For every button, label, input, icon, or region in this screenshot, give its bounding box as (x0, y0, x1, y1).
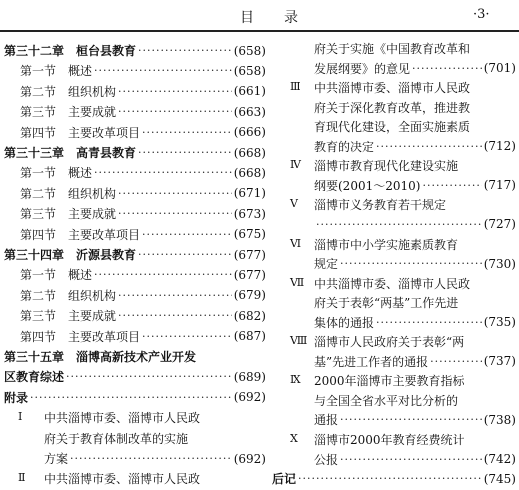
appendix-roman-numeral: Ⅶ (290, 275, 305, 289)
toc-entry-title: 府关于教育体制改革的实施 (44, 431, 189, 446)
toc-entry (44, 428, 266, 449)
header-page-number: ·3· (473, 7, 490, 22)
toc-entry-title: 第三节 主要成就 (20, 309, 117, 324)
toc-entry-title: 第一节 概述 (20, 64, 93, 79)
appendix-roman-numeral: Ⅰ (18, 410, 23, 424)
toc-entry (314, 58, 516, 79)
toc-entry (20, 305, 266, 326)
appendix-roman-numeral: Ⅵ (290, 236, 302, 250)
toc-entry (272, 468, 516, 489)
toc-entry-title: 集体的通报 (314, 315, 375, 330)
toc-entry (314, 194, 516, 215)
toc-entry (4, 346, 266, 367)
toc-page-number: (668) (233, 165, 266, 180)
toc-entry (314, 38, 516, 59)
toc-page-number: (712) (483, 139, 516, 154)
toc-entry-title: 第四节 主要改革项目 (20, 227, 141, 242)
toc-entry (314, 175, 516, 196)
toc-entry-title: 附录 (4, 390, 29, 405)
toc-leader-dots (94, 65, 232, 76)
toc-entry-title: 后记 (272, 472, 297, 487)
toc-entry-title: 第三十四章 沂源县教育 (4, 248, 137, 262)
toc-entry (20, 224, 266, 245)
toc-leader-dots (340, 258, 482, 269)
toc-entry-title: 2000年淄博市主要教育指标 (314, 374, 465, 389)
toc-leader-dots (142, 229, 232, 240)
toc-page-number: (692) (233, 390, 266, 405)
toc-leader-dots (118, 86, 232, 97)
appendix-roman-numeral: Ⅸ (290, 373, 301, 387)
toc-entry-title: 基”先进工作者的通报 (314, 354, 429, 369)
toc-entry-title: 第四节 主要改革项目 (20, 329, 141, 344)
toc-page-number: (689) (233, 369, 266, 384)
toc-entry (4, 40, 266, 61)
toc-entry-title: 方案 (44, 452, 69, 466)
toc-entry-title: 第一节 概述 (20, 268, 93, 283)
toc-entry-title: 育现代化建设，全面实施素质 (314, 120, 471, 135)
toc-entry-title: 第三节 主要成就 (20, 207, 117, 222)
toc-entry-title: 中共淄博市委、淄博市人民政 (44, 411, 201, 426)
toc-leader-dots (118, 188, 232, 199)
toc-leader-dots (376, 317, 482, 328)
toc-page-number: (668) (233, 145, 266, 160)
toc-entry (314, 351, 516, 372)
toc-entry (314, 449, 516, 470)
toc-entry-title: 规定 (314, 257, 339, 272)
toc-page-number: (730) (483, 256, 516, 271)
toc-page-number: (687) (233, 329, 266, 344)
toc-entry-title: 中共淄博市委、淄博市人民政 (314, 276, 471, 291)
toc-leader-dots (70, 453, 232, 464)
toc-leader-dots (142, 331, 232, 342)
toc-entry-title: 第四节 主要改革项目 (20, 125, 141, 140)
toc-page-number: (701) (483, 61, 516, 76)
toc-leader-dots (118, 106, 232, 117)
toc-entry (20, 183, 266, 204)
toc-leader-dots (422, 180, 481, 191)
toc-entry-title: 第三十五章 淄博高新技术产业开发 (4, 350, 197, 364)
toc-entry-title: 府关于表彰“两基”工作先进 (314, 296, 459, 311)
toc-leader-dots (376, 141, 482, 152)
toc-page-number: (679) (233, 288, 266, 303)
toc-entry-title: 淄博市2000年教育经费统计 (314, 433, 465, 447)
toc-page-number: (735) (483, 315, 516, 330)
toc-entry-title: 第一节 概述 (20, 166, 93, 181)
toc-page-number: (673) (233, 206, 266, 221)
toc-page-number: (666) (233, 125, 266, 140)
toc-entry (314, 390, 516, 411)
toc-entry (20, 60, 266, 81)
toc-entry-title: 第三十三章 高青县教育 (4, 146, 137, 160)
toc-entry-title: 第二节 组织机构 (20, 288, 117, 303)
toc-entry-title: 淄博市义务教育若干规定 (314, 198, 447, 213)
toc-entry-title: 中共淄博市委、淄博市人民政 (314, 81, 471, 96)
toc-page-number: (738) (483, 412, 516, 427)
toc-page-number: (671) (233, 186, 266, 201)
toc-page-number: (677) (233, 247, 266, 262)
toc-entry-title: 教育的决定 (314, 139, 375, 154)
toc-entry (20, 285, 266, 306)
header-title: 目录 (240, 10, 328, 26)
toc-entry (20, 162, 266, 183)
toc-page-number: (682) (233, 308, 266, 323)
toc-entry-title: 第二节 组织机构 (20, 186, 117, 201)
appendix-roman-numeral: Ⅹ (290, 432, 298, 445)
toc-entry-title: 第二节 组织机构 (20, 84, 117, 99)
toc-page-number: (658) (233, 63, 266, 78)
toc-entry (314, 77, 516, 98)
toc-entry (314, 136, 516, 157)
toc-entry (314, 155, 516, 176)
toc-entry (314, 370, 516, 391)
toc-entry (314, 97, 516, 118)
toc-entry-title: 淄博市中小学实施素质教育 (314, 237, 459, 252)
appendix-roman-numeral: Ⅷ (290, 334, 308, 348)
toc-entry (314, 234, 516, 255)
toc-entry (314, 214, 516, 235)
toc-entry-title: 第三十二章 桓台县教育 (4, 44, 137, 58)
toc-page-number: (677) (233, 267, 266, 282)
toc-page-number: (745) (483, 471, 516, 486)
toc-leader-dots (298, 473, 482, 484)
toc-leader-dots (412, 63, 482, 74)
toc-entry (44, 468, 266, 489)
toc-entry (314, 273, 516, 294)
toc-leader-dots (138, 147, 232, 158)
toc-entry-title: 纲要(2001～2010) (314, 178, 421, 193)
toc-leader-dots (118, 310, 232, 321)
toc-leader-dots (118, 208, 232, 219)
appendix-roman-numeral: Ⅲ (290, 80, 301, 94)
toc-entry (314, 409, 516, 430)
toc-leader-dots (142, 127, 232, 138)
toc-page-number: (737) (483, 354, 516, 369)
appendix-roman-numeral: Ⅳ (290, 158, 301, 172)
toc-leader-dots (94, 167, 232, 178)
toc-page-number: (675) (233, 227, 266, 242)
toc-leader-dots (30, 392, 232, 403)
toc-page-number: (663) (233, 104, 266, 119)
toc-entry (314, 331, 516, 352)
toc-entry-title: 公报 (314, 452, 339, 467)
toc-leader-dots (118, 290, 232, 301)
toc-leader-dots (316, 219, 482, 230)
toc-entry (20, 81, 266, 102)
toc-entry-title: 中共淄博市委、淄博市人民政 (44, 472, 201, 487)
toc-entry (4, 366, 266, 387)
toc-entry (44, 407, 266, 428)
toc-entry (314, 292, 516, 313)
toc-leader-dots (340, 414, 482, 425)
toc-page-number: (661) (233, 84, 266, 99)
toc-entry (20, 203, 266, 224)
toc-entry-title: 第三节 主要成就 (20, 105, 117, 120)
toc-leader-dots (94, 269, 232, 280)
toc-entry (314, 253, 516, 274)
toc-entry-title: 府关于深化教育改革，推进教 (314, 100, 471, 115)
toc-entry (314, 312, 516, 333)
toc-entry-title: 府关于实施《中国教育改革和 (314, 42, 471, 56)
toc-page-number: (692) (233, 451, 266, 466)
toc-entry-title: 区教育综述 (4, 370, 65, 385)
toc-leader-dots (138, 45, 232, 56)
toc-entry (20, 264, 266, 285)
toc-leader-dots (66, 371, 232, 382)
toc-leader-dots (138, 249, 232, 260)
toc-page-number: (717) (483, 178, 516, 193)
toc-entry (20, 326, 266, 347)
toc-entry (44, 448, 266, 469)
toc-entry (20, 122, 266, 143)
toc-entry (4, 244, 266, 265)
toc-entry-title: 发展纲要》的意见 (314, 61, 411, 76)
toc-leader-dots (340, 454, 482, 465)
toc-entry (4, 387, 266, 408)
toc-entry-title: 与全国全省水平对比分析的 (314, 393, 459, 408)
toc-entry (20, 101, 266, 122)
toc-page-number: (658) (233, 43, 266, 58)
toc-entry-title: 通报 (314, 413, 339, 428)
toc-entry-title: 淄博市人民政府关于表彰“两 (314, 335, 465, 350)
toc-leader-dots (430, 356, 482, 367)
toc-entry (314, 116, 516, 137)
toc-entry-title: 淄博市教育现代化建设实施 (314, 159, 459, 174)
toc-entry (4, 142, 266, 163)
toc-page-number: (742) (483, 452, 516, 467)
appendix-roman-numeral: Ⅴ (290, 197, 298, 211)
toc-entry (314, 429, 516, 450)
toc-page-number: (727) (483, 217, 516, 232)
appendix-roman-numeral: Ⅱ (18, 471, 26, 485)
